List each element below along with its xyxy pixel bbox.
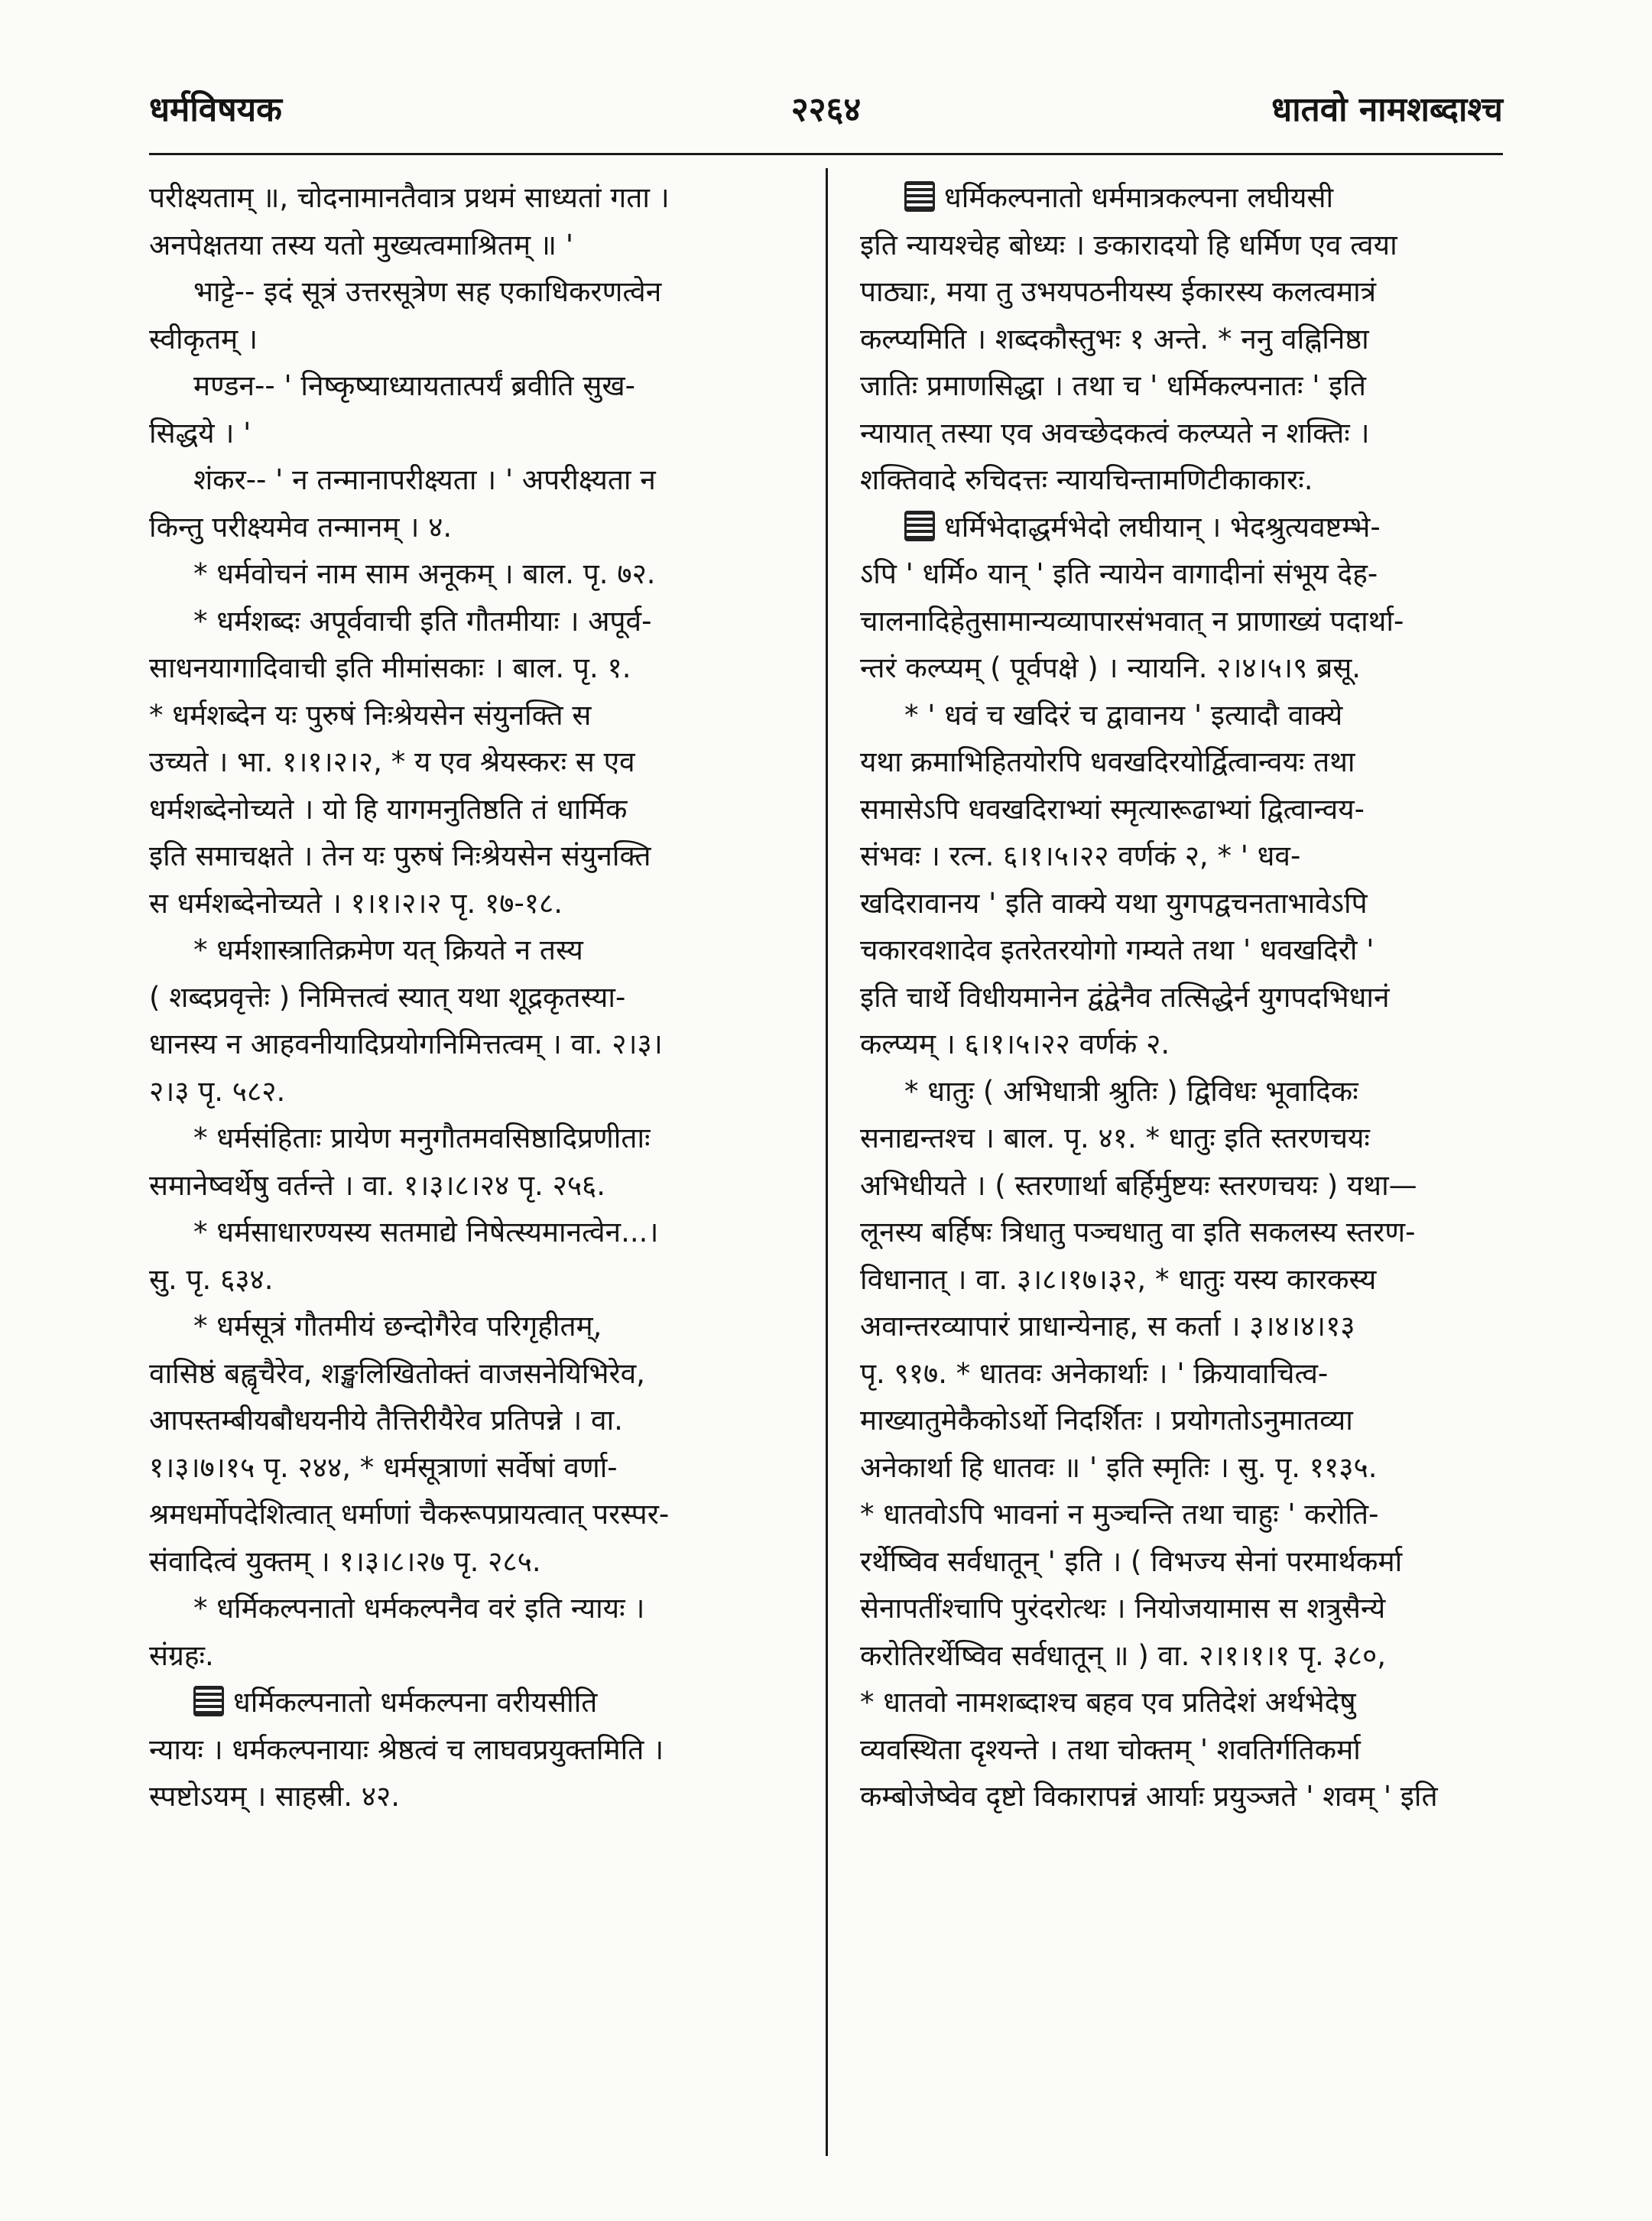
text-line: कल्प्यमिति । शब्दकौस्तुभः १ अन्ते. * ननु वह्निनिष्ठा [860, 322, 1369, 356]
text-line: न्यायः । धर्मकल्पनायाः श्रेष्ठत्वं च लाघवप्रयुक्तमिति । [149, 1732, 664, 1766]
text-line: * धर्मशब्दः अपूर्ववाची इति गौतमीयाः । अपूर्व- [193, 604, 652, 638]
text-line: इति न्यायश्चेह बोध्यः । ङकारादयो हि धर्मिण एव त्वया [860, 228, 1397, 261]
right-column [860, 174, 1517, 1820]
text-line: पाठ्याः, मया तु उभयपठनीयस्य ईकारस्य कलत्वमात्रं [860, 275, 1377, 308]
text-line: न्यायात् तस्या एव अवच्छेदकत्वं कल्प्यते न शक्तिः । [860, 416, 1370, 450]
page-number: २२६४ [790, 90, 862, 129]
text-line: विधानात् । वा. ३।८।१७।३२, * धातुः यस्य कारकस्य [860, 1262, 1377, 1296]
text-line: * धर्मिकल्पनातो धर्मकल्पनैव वरं इति न्यायः । [193, 1592, 645, 1625]
text-line: स्पष्टोऽयम् । साहस्री. ४२. [149, 1780, 400, 1813]
text-line: स्वीकृतम् । [149, 322, 258, 356]
text-line: स धर्मशब्देनोच्यते । १।१।२।२ पृ. १७-१८. [149, 886, 563, 920]
text-line: २।३ पृ. ५८२. [149, 1074, 286, 1108]
text-line: * धर्मसंहिताः प्रायेण मनुगौतमवसिष्ठादिप्रणीताः [193, 1122, 651, 1154]
text-line: * धर्मसूत्रं गौतमीयं छन्दोगैरेव परिगृहीतम्, [193, 1310, 602, 1343]
text-line [860, 504, 1517, 551]
text-line: * धातुः ( अभिधात्री श्रुतिः ) द्विविधः भूवादिकः [904, 1074, 1358, 1108]
text-line: समासेऽपि धवखदिराभ्यां स्मृत्यारूढाभ्यां द्वित्वान्वय- [860, 792, 1365, 826]
text-line: अभिधीयते । ( स्तरणार्था बर्हिर्मुष्टयः स्तरणचयः ) यथा— [860, 1168, 1417, 1202]
text-line: * धातवोऽपि भावनां न मुञ्चन्ति तथा चाहुः ' करोति- [860, 1498, 1379, 1531]
text-line: शंकर-- ' न तन्मानापरीक्ष्यता । ' अपरीक्ष्यता न [193, 463, 656, 496]
text-line: वासिष्ठं बह्वृचैरेव, शङ्खलिखितोक्तं वाजसनेयिभिरेव, [149, 1356, 645, 1390]
running-head-left: धर्मविषयक [149, 90, 282, 129]
text-line: संवादित्वं युक्तम् । १।३।८।२७ पृ. २८५. [149, 1544, 541, 1578]
text-line: इति समाचक्षते । तेन यः पुरुषं निःश्रेयसेन संयुनक्ति [149, 839, 651, 872]
text-line: कल्प्यम् । ६।१।५।२२ वर्णकं २. [860, 1028, 1170, 1060]
text-line: सु. पृ. ६३४. [149, 1262, 274, 1296]
text-line: श्रमधर्मोपदेशित्वात् धर्माणां चैकरूपप्रायत्वात् परस्पर- [149, 1498, 670, 1531]
text-line: १।३।७।१५ पृ. २४४, * धर्मसूत्राणां सर्वेषां वर्णा- [149, 1450, 618, 1484]
text-line: चालनादिहेतुसामान्यव्यापारसंभवात् न प्राणाख्यं पदार्था- [860, 604, 1404, 638]
section-marker-icon [904, 181, 935, 212]
text-line: परीक्ष्यताम् ॥, चोदनामानतैवात्र प्रथमं साध्यतां गता । [149, 181, 670, 214]
text-line: साधनयागादिवाची इति मीमांसकाः । बाल. पृ. १. [149, 651, 631, 684]
text-line-content: धर्मिकल्पनातो धर्मकल्पना वरीयसीति [233, 1686, 598, 1719]
section-marker-icon [904, 511, 935, 541]
text-line: व्यवस्थिता दृश्यन्ते । तथा चोक्तम् ' शवतिर्गतिकर्मा [860, 1732, 1361, 1766]
text-line-content: धर्मिकल्पनातो धर्ममात्रकल्पना लघीयसी [944, 181, 1334, 214]
text-line: कम्बोजेष्वेव दृष्टो विकारापन्नं आर्याः प्रयुञ्जते ' शवम् ' इति [860, 1780, 1438, 1813]
text-line: * धर्मशब्देन यः पुरुषं निःश्रेयसेन संयुनक्ति स [149, 698, 592, 732]
text-line: सनाद्यन्तश्च । बाल. पृ. ४१. * धातुः इति स्तरणचयः [860, 1122, 1370, 1154]
text-line: सिद्धये । ' [149, 416, 252, 450]
text-line: माख्यातुमेकैकोऽर्थो निदर्शितः । प्रयोगतोऽनुमातव्या [860, 1404, 1353, 1437]
text-line [149, 1679, 807, 1726]
text-line: रर्थेष्विव सर्वधातून् ' इति । ( विभज्य सेनां परमार्थकर्मा [860, 1544, 1403, 1578]
text-line: आपस्तम्बीयबौधयनीये तैत्तिरीयैरेव प्रतिपन्ने । वा. [149, 1404, 623, 1437]
text-line: किन्तु परीक्ष्यमेव तन्मानम् । ४. [149, 510, 453, 544]
text-line: भाट्टे-- इदं सूत्रं उत्तरसूत्रेण सह एकाधिकरणत्वेन [193, 275, 662, 308]
text-line: * ' धवं च खदिरं च द्वावानय ' इत्यादौ वाक्ये [904, 698, 1343, 732]
text-line: ऽपि ' धर्मि० यान् ' इति न्यायेन वागादीनां संभूय देह- [860, 557, 1378, 590]
text-line: मण्डन-- ' निष्कृष्याध्यायतात्पर्यं ब्रवीति सुख- [193, 369, 636, 402]
text-line: धानस्य न आहवनीयादिप्रयोगनिमित्तत्वम् । वा. २।३। [149, 1028, 663, 1060]
text-line: * धातवो नामशब्दाश्च बहव एव प्रतिदेशं अर्थभेदेषु [860, 1686, 1356, 1719]
text-line: यथा क्रमाभिहितयोरपि धवखदिरयोर्द्वित्वान्वयः तथा [860, 745, 1355, 778]
left-column [149, 174, 807, 1820]
text-line: धर्मशब्देनोच्यते । यो हि यागमनुतिष्ठति तं धार्मिक [149, 792, 628, 826]
text-line: संभवः । रत्न. ६।१।५।२२ वर्णकं २, * ' धव- [860, 839, 1301, 872]
text-line: खदिरावानय ' इति वाक्ये यथा युगपद्वचनताभावेऽपि [860, 886, 1368, 920]
text-line: जातिः प्रमाणसिद्धा । तथा च ' धर्मिकल्पनातः ' इति [860, 369, 1366, 402]
text-line: * धर्मवोचनं नाम साम अनूकम् । बाल. पृ. ७२. [193, 557, 656, 590]
text-line: * धर्मसाधारण्यस्य सतमाद्ये निषेत्स्यमानत्वेन...। [193, 1216, 659, 1249]
running-head-right: धातवो नामशब्दाश्च [1271, 90, 1503, 129]
text-line: इति चार्थे विधीयमानेन द्वंद्वेनैव तत्सिद्धेर्न युगपदभिधानं [860, 980, 1390, 1014]
text-line: अनपेक्षतया तस्य यतो मुख्यत्वमाश्रितम् ॥ ' [149, 228, 574, 261]
text-line: चकारवशादेव इतरेतरयोगो गम्यते तथा ' धवखदिरौ ' [860, 934, 1375, 966]
text-line: शक्तिवादे रुचिदत्तः न्यायचिन्तामणिटीकाकारः. [860, 463, 1313, 496]
text-line: * धर्मशास्त्रातिक्रमेण यत् क्रियते न तस्य [193, 934, 583, 966]
text-line: ( शब्दप्रवृत्तेः ) निमित्तत्वं स्यात् यथा शूद्रकृतस्या- [149, 980, 626, 1014]
text-line: लूनस्य बर्हिषः त्रिधातु पञ्चधातु वा इति सकलस्य स्तरण- [860, 1216, 1416, 1249]
section-marker-icon [193, 1686, 224, 1716]
text-line: उच्यते । भा. १।१।२।२, * य एव श्रेयस्करः स एव [149, 745, 635, 778]
text-line: करोतिरर्थेष्विव सर्वधातून् ॥ ) वा. २।१।१।१ पृ. ३८०, [860, 1638, 1387, 1672]
column-divider [826, 168, 828, 2156]
text-line: समानेष्वर्थेषु वर्तन्ते । वा. १।३।८।२४ पृ. २५६. [149, 1168, 606, 1202]
text-line: न्तरं कल्प्यम् ( पूर्वपक्षे ) । न्यायनि. २।४।५।९ ब्रसू. [860, 651, 1361, 684]
text-line: संग्रहः. [149, 1638, 214, 1672]
text-line [860, 174, 1517, 222]
text-line: पृ. ९१७. * धातवः अनेकार्थाः । ' क्रियावाचित्व- [860, 1356, 1329, 1390]
text-line: अनेकार्था हि धातवः ॥ ' इति स्मृतिः । सु. पृ. ११३५. [860, 1450, 1378, 1484]
text-line: सेनापतींश्चापि पुरंदरोत्थः । नियोजयामास स शत्रुसैन्ये [860, 1592, 1386, 1625]
text-line-content: धर्मिभेदाद्धर्मभेदो लघीयान् । भेदश्रुत्यवष्टम्भे- [944, 510, 1381, 544]
text-line: अवान्तरव्यापारं प्राधान्येनाह, स कर्ता । ३।४।४।१३ [860, 1310, 1355, 1343]
page-header [149, 80, 1503, 155]
